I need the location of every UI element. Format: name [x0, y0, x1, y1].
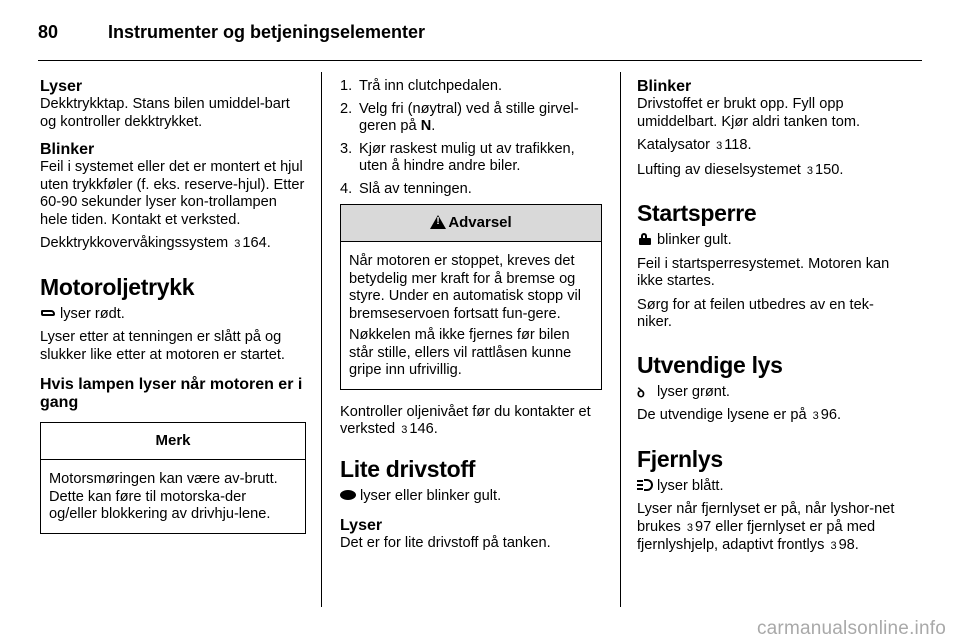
- fuel-status: lyser eller blinker gult.: [340, 488, 602, 506]
- catalyst-reference: Katalysator 3 118.: [637, 137, 905, 156]
- page-ref-arrow-icon: 3: [401, 424, 408, 436]
- note-box: [40, 422, 306, 534]
- column-1: [40, 78, 306, 534]
- high-beam-text: Lyser når fjernlyset er på, når lyshor-net brukes 3 97 eller fjernlyset er på med fjernlyshjelp, adaptivt frontlys 3 98.: [637, 501, 905, 556]
- low-fuel-heading: Lite drivstoff: [340, 455, 476, 482]
- page-ref-arrow-icon: 3: [830, 540, 837, 552]
- high-beam-status: lyser blått.: [637, 478, 905, 496]
- page-ref-arrow-icon: 3: [812, 410, 819, 422]
- fuel-lyser-heading: Lyser: [340, 517, 383, 534]
- page-number: 80: [38, 22, 59, 42]
- high-beam-heading: Fjernlys: [637, 445, 723, 472]
- list-item: 2. Velg fri (nøytral) ved å stille girvel-geren på N.: [340, 100, 579, 134]
- fuel-drop-icon: [340, 489, 358, 501]
- exterior-lights-text: De utvendige lysene er på 3 96.: [637, 407, 905, 426]
- oil-pressure-heading: Motoroljetrykk: [40, 273, 195, 300]
- diesel-reference: Lufting av dieselsystemet 3 150.: [637, 162, 905, 181]
- oil-status: lyser rødt.: [40, 306, 306, 324]
- column-divider-2: [620, 72, 621, 607]
- running-heading: Hvis lampen lyser når motoren er i gang: [40, 376, 303, 411]
- exterior-lights-status: ꝺ lyser grønt.: [637, 383, 730, 400]
- lock-icon: [637, 233, 655, 245]
- column-2: [340, 78, 602, 553]
- high-beam-icon: [637, 479, 655, 491]
- fuel-blinker-heading: Blinker: [637, 78, 692, 95]
- page-title: Instrumenter og betjeningselementer: [108, 22, 426, 42]
- fuel-lyser-text: Det er for lite drivstoff på tanken.: [340, 535, 551, 551]
- warning-body: [341, 242, 601, 389]
- watermark: carmanualsonline.info: [756, 618, 946, 639]
- page-header: [38, 22, 425, 43]
- column-divider-1: [321, 72, 322, 607]
- page-ref-arrow-icon: 3: [716, 140, 723, 152]
- blinker-heading: Blinker: [40, 141, 95, 158]
- immobiliser-text-2: Sørg for at feilen utbedres av en tek-niker.: [637, 296, 874, 330]
- lyser-heading: Lyser: [40, 78, 83, 95]
- fuel-blinker-text: Drivstoffet er brukt opp. Fyll opp umiddelbart. Kjør aldri tanken tom.: [637, 96, 861, 130]
- warning-text-2: Nøkkelen må ikke fjernes før bilen står stille, ellers vil rattlåsen kunne gripe inn ufrivillig.: [349, 327, 572, 378]
- warning-box: [340, 204, 602, 390]
- page-ref-arrow-icon: 3: [806, 164, 814, 177]
- warning-heading: !Advarsel: [341, 205, 601, 241]
- header-rule: [38, 60, 922, 61]
- note-text: Motorsmøringen kan være av-brutt. Dette kan føre til motorska-der og/eller blokkering av drivhju-lene.: [49, 471, 278, 522]
- blinker-text: Feil i systemet eller det er montert et hjul uten trykkføler (f. eks. reserve-hjul). Etter 60-90 sekunder lyser kon-trollampen hele tiden. Kontakt et verksted.: [40, 159, 305, 228]
- warning-text-1: Når motoren er stoppet, kreves det betydelig mer kraft for å bremse og styre. Under en automatisk stopp vil bremseservoen fortsatt fun-gere.: [349, 253, 581, 322]
- page-ref-arrow-icon: 3: [234, 238, 241, 250]
- immobiliser-status: blinker gult.: [637, 232, 905, 250]
- sidelight-icon: ꝺ: [637, 384, 645, 400]
- step-list: [340, 78, 602, 198]
- oil-text: Lyser etter at tenningen er slått på og slukker like etter at motoren er startet.: [40, 329, 285, 363]
- tpms-reference: Dekktrykkovervåkingssystem 3 164.: [40, 235, 306, 254]
- column-3: [637, 78, 905, 556]
- list-item: 1. Trå inn clutchpedalen.: [340, 78, 503, 94]
- lyser-text: Dekktrykktap. Stans bilen umiddel-bart og kontroller dekktrykket.: [40, 96, 290, 130]
- page-ref-arrow-icon: 3: [686, 521, 693, 534]
- immobiliser-heading: Startsperre: [637, 200, 757, 226]
- warning-triangle-icon: [430, 215, 446, 229]
- oil-can-icon: [40, 307, 58, 319]
- oil-check-reference: Kontroller oljenivået før du kontakter et verksted 3 146.: [340, 404, 602, 440]
- note-heading: Merk: [155, 432, 191, 449]
- exterior-lights-heading: Utvendige lys: [637, 351, 783, 378]
- list-item: 3. Kjør raskest mulig ut av trafikken, uten å hindre andre biler.: [340, 140, 575, 174]
- list-item: 4. Slå av tenningen.: [340, 180, 472, 197]
- immobiliser-text-1: Feil i startsperresystemet. Motoren kan ikke startes.: [637, 255, 890, 289]
